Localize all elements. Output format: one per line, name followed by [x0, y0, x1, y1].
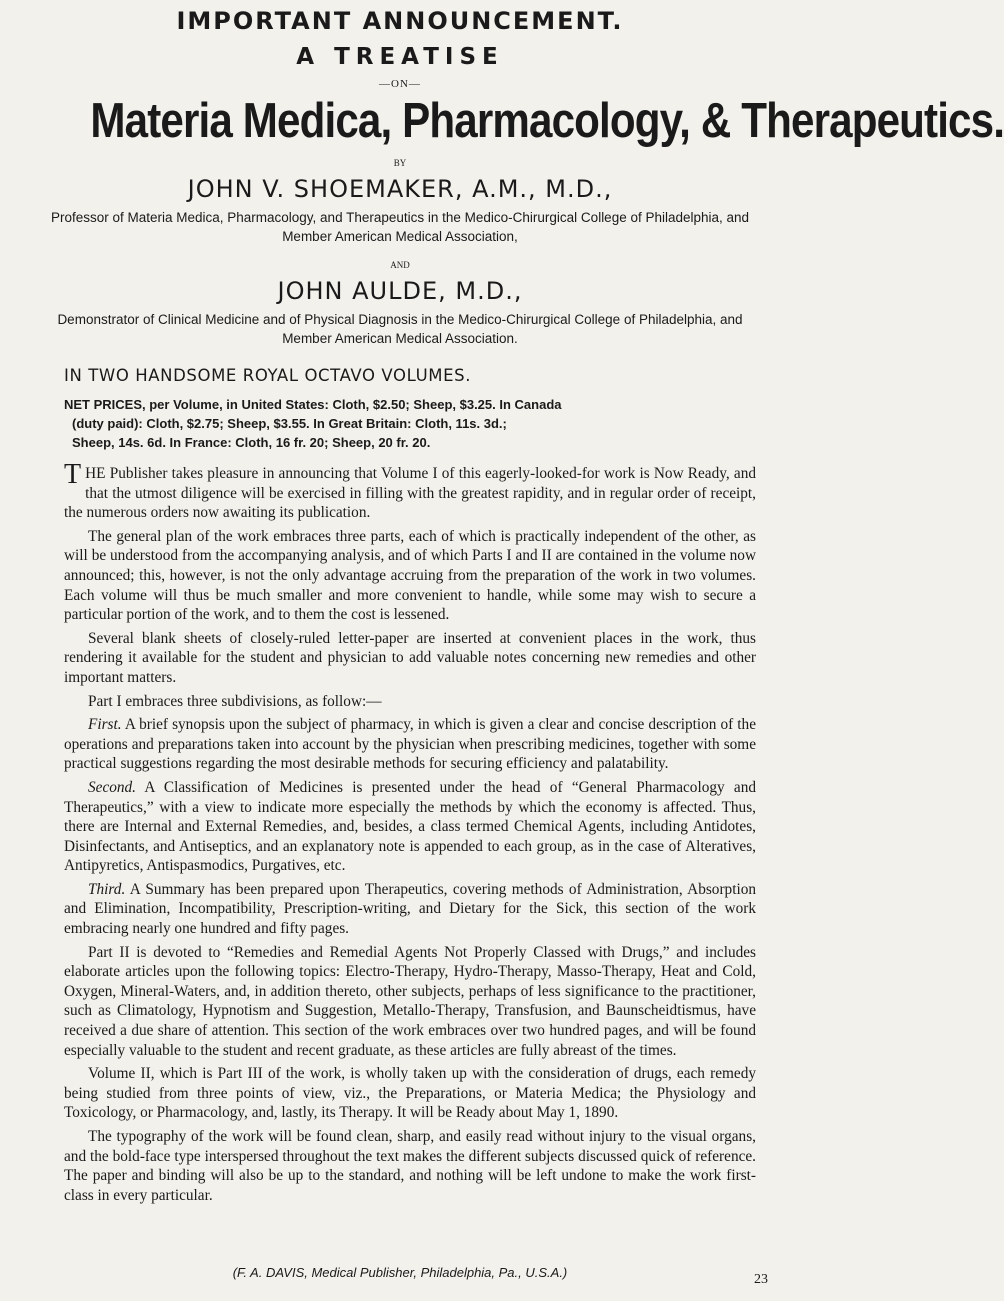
- page-number: 23: [754, 1272, 768, 1287]
- book-title: Materia Medica, Pharmacology, & Therapeutics.: [90, 94, 1004, 148]
- volumes-heading: IN TWO HANDSOME ROYAL OCTAVO VOLUMES.: [64, 366, 472, 385]
- on-label: —ON—: [379, 78, 421, 90]
- paragraph-text: HE Publisher takes pleasure in announcing that Volume I of this eagerly-looked-for work is Now Ready, and that the utmost diligence will be exercised in filling with the greatest rapidity, and in regular order of receipt, the numerous orders now awaiting its publication.: [64, 465, 756, 522]
- paragraph: [64, 778, 756, 876]
- paragraph-lead: Third.: [88, 880, 126, 898]
- author-affiliation-2: Demonstrator of Clinical Medicine and of Physical Diagnosis in the Medico-Chirurgical College of Philadelphia, and Member American Medical Association.: [57, 312, 743, 346]
- paragraph: Several blank sheets of closely-ruled letter-paper are inserted at convenient places in the work, thus rendering it available for the student and physician to add valuable notes concerning new remedies and other important matters.: [64, 629, 756, 686]
- author-name-1: JOHN V. SHOEMAKER, A.M., M.D.,: [187, 175, 613, 203]
- paragraph-lead: Second.: [88, 778, 136, 796]
- paragraph: Volume II, which is Part III of the work, is wholly taken up with the consideration of drugs, each remedy being studied from three points of view, viz., the Preparations, or Materia Medica; the Physiology and Toxicology, or Pharmacology, and, lastly, its Therapy. It will be Ready about May 1, 1890.: [64, 1065, 756, 1122]
- by-label: BY: [393, 158, 407, 168]
- paragraph-lead: First.: [88, 716, 122, 734]
- paragraph: [64, 880, 756, 939]
- price-line: (duty paid): Cloth, $2.75; Sheep, $3.55. In Great Britain: Cloth, 11s. 3d.;: [72, 416, 507, 431]
- headline: IMPORTANT ANNOUNCEMENT.: [176, 7, 624, 35]
- paragraph: The typography of the work will be found clean, sharp, and easily read without injury to the visual organs, and the bold-face type interspersed throughout the text makes the different subjects discussed quick of reference. The paper and binding will also be up to the standard, and nothing will be left undone to make the work first-class in every particular.: [64, 1128, 756, 1204]
- announcement-body: [64, 459, 756, 1205]
- paragraph: [64, 459, 756, 523]
- price-line: Sheep, 14s. 6d. In France: Cloth, 16 fr. 20; Sheep, 20 fr. 20.: [72, 435, 431, 450]
- paragraph-text: A brief synopsis upon the subject of pharmacy, in which is given a clear and concise description of the operations and preparations taken into account by the physician when prescribing medicines, together with some practical suggestions regarding the most desirable methods for securing efficiency and palatability.: [64, 716, 756, 773]
- subheadline: A TREATISE: [296, 44, 504, 70]
- author-affiliation-1: Professor of Materia Medica, Pharmacology, and Therapeutics in the Medico-Chirurgical College of Philadelphia, and Member American Medical Association,: [50, 210, 750, 244]
- paragraph: Part II is devoted to “Remedies and Remedial Agents Not Properly Classed with Drugs,” and includes elaborate articles upon the following topics: Electro-Therapy, Hydro-Therapy, Masso-Therapy, Heat and Cold, Oxygen, Mineral-Waters, and, in addition thereto, other subjects, perhaps of less significance to the practitioner, such as Climatology, Hypnotism and Suggestion, Metallo-Therapy, Transfusion, and Baunscheidtismus, have received a due share of attention. This section of the work embraces over two hundred pages, and will be found especially valuable to the student and recent graduate, as these articles are fully abreast of the times.: [64, 943, 756, 1059]
- paragraph-text: A Classification of Medicines is presented under the head of “General Pharmacology and Therapeutics,” with a view to indicate more especially the methods by which the economy is affected. Thus, there are Internal and External Remedies, and, besides, a class termed Chemical Agents, including Antidotes, Disinfectants, and Antiseptics, and an explanatory note is appended to each group, as in the case of Alteratives, Antipyretics, Antispasmodics, Purgatives, etc.: [64, 778, 756, 875]
- author-name-2: JOHN AULDE, M.D.,: [277, 277, 523, 305]
- paragraph: [64, 715, 756, 774]
- publisher-footer: (F. A. DAVIS, Medical Publisher, Philadelphia, Pa., U.S.A.): [232, 1265, 568, 1280]
- paragraph: The general plan of the work embraces three parts, each of which is practically independent of the other, as will be understood from the accompanying analysis, and of which Parts I and II are contained in the volume now announced; this, however, is not the only advantage accruing from the preparation of the work in two volumes. Each volume will thus be much smaller and more convenient to handle, while some may wish to secure a particular portion of the work, and to them the cost is lessened.: [64, 527, 756, 624]
- drop-cap: T: [64, 459, 82, 490]
- paragraph-text: A Summary has been prepared upon Therapeutics, covering methods of Administration, Absorption and Elimination, Incompatibility, Prescription-writing, and Dietary for the Sick, this section of the work embracing nearly one hundred and fifty pages.: [64, 880, 756, 938]
- paragraph: Part I embraces three subdivisions, as follow:—: [88, 692, 382, 710]
- and-label: AND: [390, 260, 410, 270]
- prices-block: [64, 395, 760, 452]
- price-line: NET PRICES, per Volume, in United States: Cloth, $2.50; Sheep, $3.25. In Canada: [64, 397, 562, 412]
